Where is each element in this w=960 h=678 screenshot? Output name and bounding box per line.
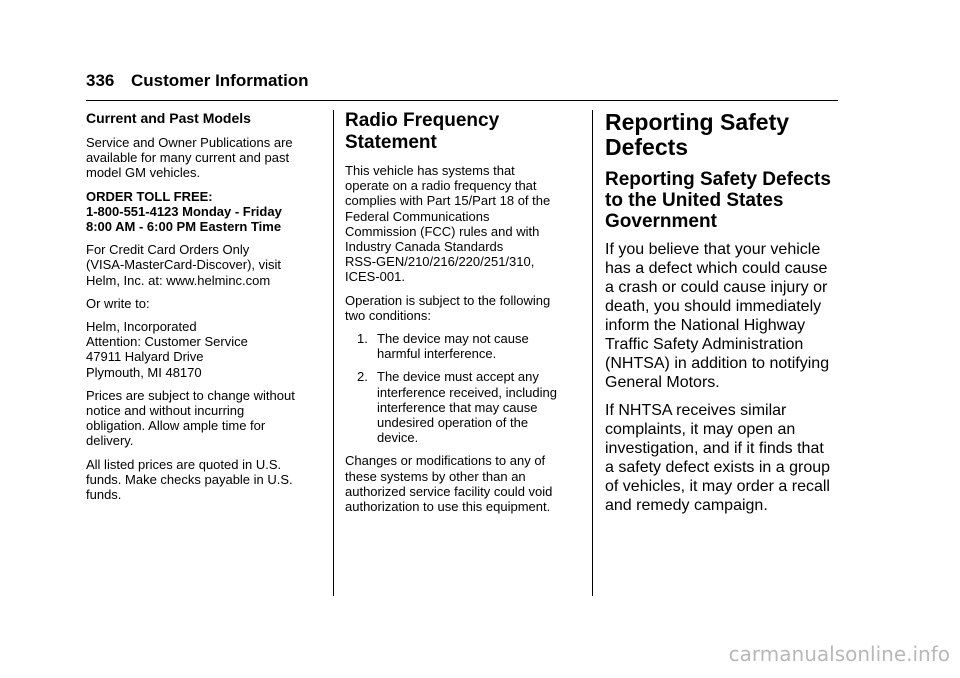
text-line: authorization to use this equipment. [345,499,551,515]
watermark-text: carmanualsonline.info [728,642,950,666]
conditions-list [345,331,580,445]
text-line: interference received, including [377,384,557,400]
text-line: available for many current and past [86,150,290,166]
column-customer-publications [86,110,321,510]
text-line: complies with Part 15/Part 18 of the [345,193,551,209]
text-line: undesired operation of the [377,415,529,431]
column-divider-right [592,110,593,596]
text-line: (VISA-MasterCard-Discover), visit [86,257,282,273]
text-line: Helm, Incorporated [86,319,197,335]
text-line: Federal Communications [345,208,490,224]
text-line: Or write to: [86,295,150,311]
text-line: If NHTSA receives similar [605,402,787,419]
column-radio-frequency [345,110,580,522]
text-line: For Credit Card Orders Only [86,242,250,258]
text-line: Plymouth, MI 48170 [86,364,202,380]
text-line: death, you should immediately [605,298,822,315]
text-line: If you believe that your vehicle [605,241,821,258]
order-toll-free [86,189,321,235]
text-line: obligation. Allow ample time for [86,418,266,434]
paragraph-radio-systems [345,163,580,285]
paragraph-prices-funds [86,457,321,503]
heading-line: Reporting Safety [605,109,790,135]
page-number: 336 [86,71,115,90]
text-line: Traffic Safety Administration [605,336,804,353]
text-line: two conditions: [345,307,431,323]
text-line: Commission (FCC) rules and with [345,223,540,239]
text-line: RSS-GEN/210/216/220/251/310, [345,254,535,270]
mailing-address [86,319,321,380]
text-line: ORDER TOLL FREE: [86,188,213,204]
text-line: ICES-001. [345,269,405,285]
text-line: a safety defect exists in a group [605,459,831,476]
text-line: Changes or modifications to any of [345,453,546,469]
text-line: 47911 Halyard Drive [86,349,204,365]
text-line: General Motors. [605,374,720,391]
text-line: Attention: Customer Service [86,334,248,350]
paragraph-inform-nhtsa [605,240,840,392]
text-line: Helm, Inc. at: www.helminc.com [86,272,271,288]
heading-reporting-safety-defects [605,110,840,160]
text-line: authorized service facility could void [345,483,553,499]
text-line: operate on a radio frequency that [345,178,537,194]
paragraph-prices-change [86,388,321,449]
condition-item [345,331,580,361]
heading-line: Reporting Safety Defects [605,169,831,190]
list-number: 1. [357,331,368,347]
text-line: notice and without incurring [86,403,245,419]
text-line: funds. Make checks payable in U.S. [86,471,293,487]
text-line: investigation, and if it finds that [605,440,824,457]
text-line: The device must accept any [377,369,539,385]
heading-line: Defects [605,134,689,160]
heading-line: Radio Frequency [345,110,500,131]
subheading-us-government [605,169,840,232]
text-line: 8:00 AM - 6:00 PM Eastern Time [86,219,282,235]
heading-line: Government [605,211,717,232]
section-title: Customer Information [131,71,309,90]
paragraph-operation-conditions [345,293,580,323]
text-line: harmful interference. [377,346,497,362]
text-line: has a defect which could cause [605,260,828,277]
paragraph-nhtsa-recall [605,401,840,515]
column-safety-defects [605,110,840,524]
text-line: and remedy campaign. [605,497,768,514]
text-line: inform the National Highway [605,317,806,334]
text-line: a crash or could cause injury or [605,279,828,296]
text-line: complaints, it may open an [605,421,796,438]
text-line: delivery. [86,433,134,449]
text-line: Service and Owner Publications are [86,135,293,150]
condition-item [345,369,580,445]
text-line: funds. [86,487,122,503]
text-line: The device may not cause [377,331,529,347]
heading-line: Statement [345,132,437,153]
text-line: 1-800-551-4123 Monday - Friday [86,203,282,219]
paragraph-modifications [345,453,580,514]
heading-line: to the United States [605,190,784,211]
text-line: model GM vehicles. [86,165,201,181]
heading-radio-frequency [345,110,580,154]
text-line: Operation is subject to the following [345,292,551,308]
paragraph-credit-card [86,242,321,288]
paragraph-write-to [86,296,321,311]
column-divider-left [333,110,334,596]
text-line: This vehicle has systems that [345,163,515,178]
heading-current-past-models: Current and Past Models [86,110,251,126]
paragraph-publications [86,135,321,181]
text-line: of vehicles, it may order a recall [605,478,830,495]
text-line: All listed prices are quoted in U.S. [86,456,282,472]
text-line: these systems by other than an [345,468,526,484]
text-line: Industry Canada Standards [345,239,504,255]
list-number: 2. [357,369,368,385]
text-line: Prices are subject to change without [86,387,295,403]
text-line: interference that may cause [377,399,538,415]
page-header [86,70,838,101]
text-line: device. [377,430,419,446]
text-line: (NHTSA) in addition to notifying [605,355,830,372]
